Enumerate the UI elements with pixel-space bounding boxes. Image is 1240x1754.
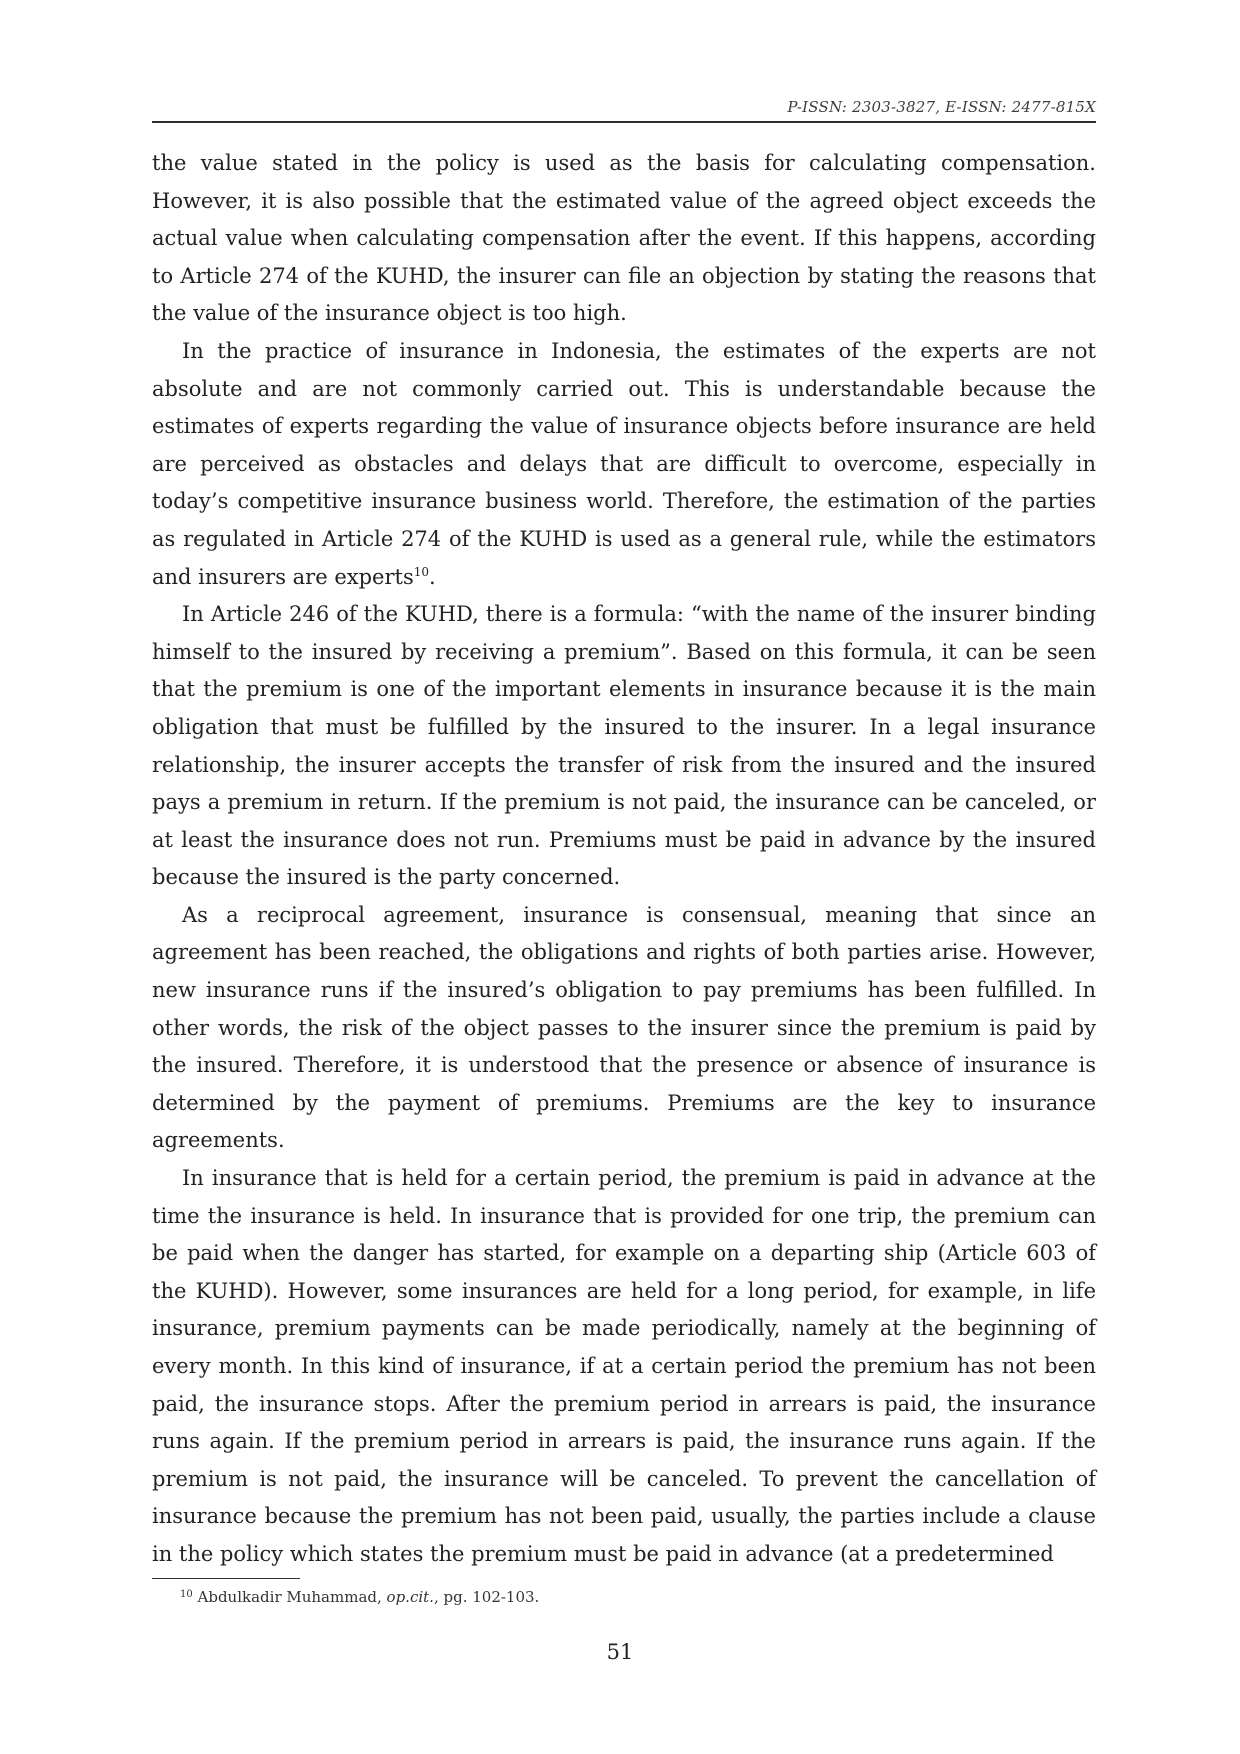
footnote-author: Abdulkadir Muhammad,: [197, 1588, 387, 1606]
header-rule: [152, 121, 1096, 123]
footnote-pages: , pg. 102-103.: [433, 1588, 540, 1606]
paragraph-5: In insurance that is held for a certain period, the premium is paid in advance at the time the insurance is held. In insurance that is provided for one trip, the premium can be paid when the danger has started, for example on a departing ship (Article 603 of the KUHD). However, some insurances are held for a long period, for example, in life insurance, premium payments can be made periodically, namely at the beginning of every month. In this kind of insurance, if at a certain period the premium has not been paid, the insurance stops. After the premium period in arrears is paid, the insurance runs again. If the premium period in arrears is paid, the insurance runs again. If the premium is not paid, the insurance will be canceled. To prevent the cancellation of insurance because the premium has not been paid, usually, the parties include a clause in the policy which states the premium must be paid in advance (at a predetermined: [152, 1166, 1096, 1566]
paragraph-2: [152, 333, 1096, 596]
running-header-issn: P-ISSN: 2303-3827, E-ISSN: 2477-815X: [787, 98, 1096, 116]
footnote-cite: op.cit.: [386, 1588, 434, 1606]
paragraph-1: the value stated in the policy is used as the basis for calculating compensation. However, it is also possible that the estimated value of the agreed object exceeds the actual value when calculating compensation after the event. If this happens, according to Article 274 of the KUHD, the insurer can file an objection by stating the reasons that the value of the insurance object is too high.: [152, 151, 1096, 326]
body-text: [152, 145, 1096, 1574]
page-number: 51: [606, 1640, 634, 1664]
paragraph-2-tail: .: [429, 564, 436, 589]
paragraph-3: In Article 246 of the KUHD, there is a formula: “with the name of the insurer binding himself to the insured by receiving a premium”. Based on this formula, it can be seen that the premium is one of the important elements in insurance because it is the main obligation that must be fulfilled by the insured to the insurer. In a legal insurance relationship, the insurer accepts the transfer of risk from the insured and the insured pays a premium in return. If the premium is not paid, the insurance can be canceled, or at least the insurance does not run. Premiums must be paid in advance by the insured because the insured is the party concerned.: [152, 602, 1096, 890]
footnote-reference[interactable]: 10: [413, 564, 430, 579]
footnote-rule: [152, 1578, 300, 1579]
paragraph-2-text: In the practice of insurance in Indonesia, the estimates of the experts are not absolute and are not commonly carried out. This is understandable because the estimates of experts regarding the value of insurance objects before insurance are held are perceived as obstacles and delays that are difficult to overcome, especially in today’s competitive insurance business world. Therefore, the estimation of the parties as regulated in Article 274 of the KUHD is used as a general rule, while the estimators and insurers are experts: [152, 338, 1096, 589]
paragraph-4: As a reciprocal agreement, insurance is consensual, meaning that since an agreement has been reached, the obligations and rights of both parties arise. However, new insurance runs if the insured’s obligation to pay premiums has been fulfilled. In other words, the risk of the object passes to the insurer since the premium is paid by the insured. Therefore, it is understood that the presence or absence of insurance is determined by the payment of premiums. Premiums are the key to insurance agreements.: [152, 902, 1096, 1153]
footnote: [180, 1586, 1080, 1608]
footnote-number: 10: [180, 1589, 193, 1600]
